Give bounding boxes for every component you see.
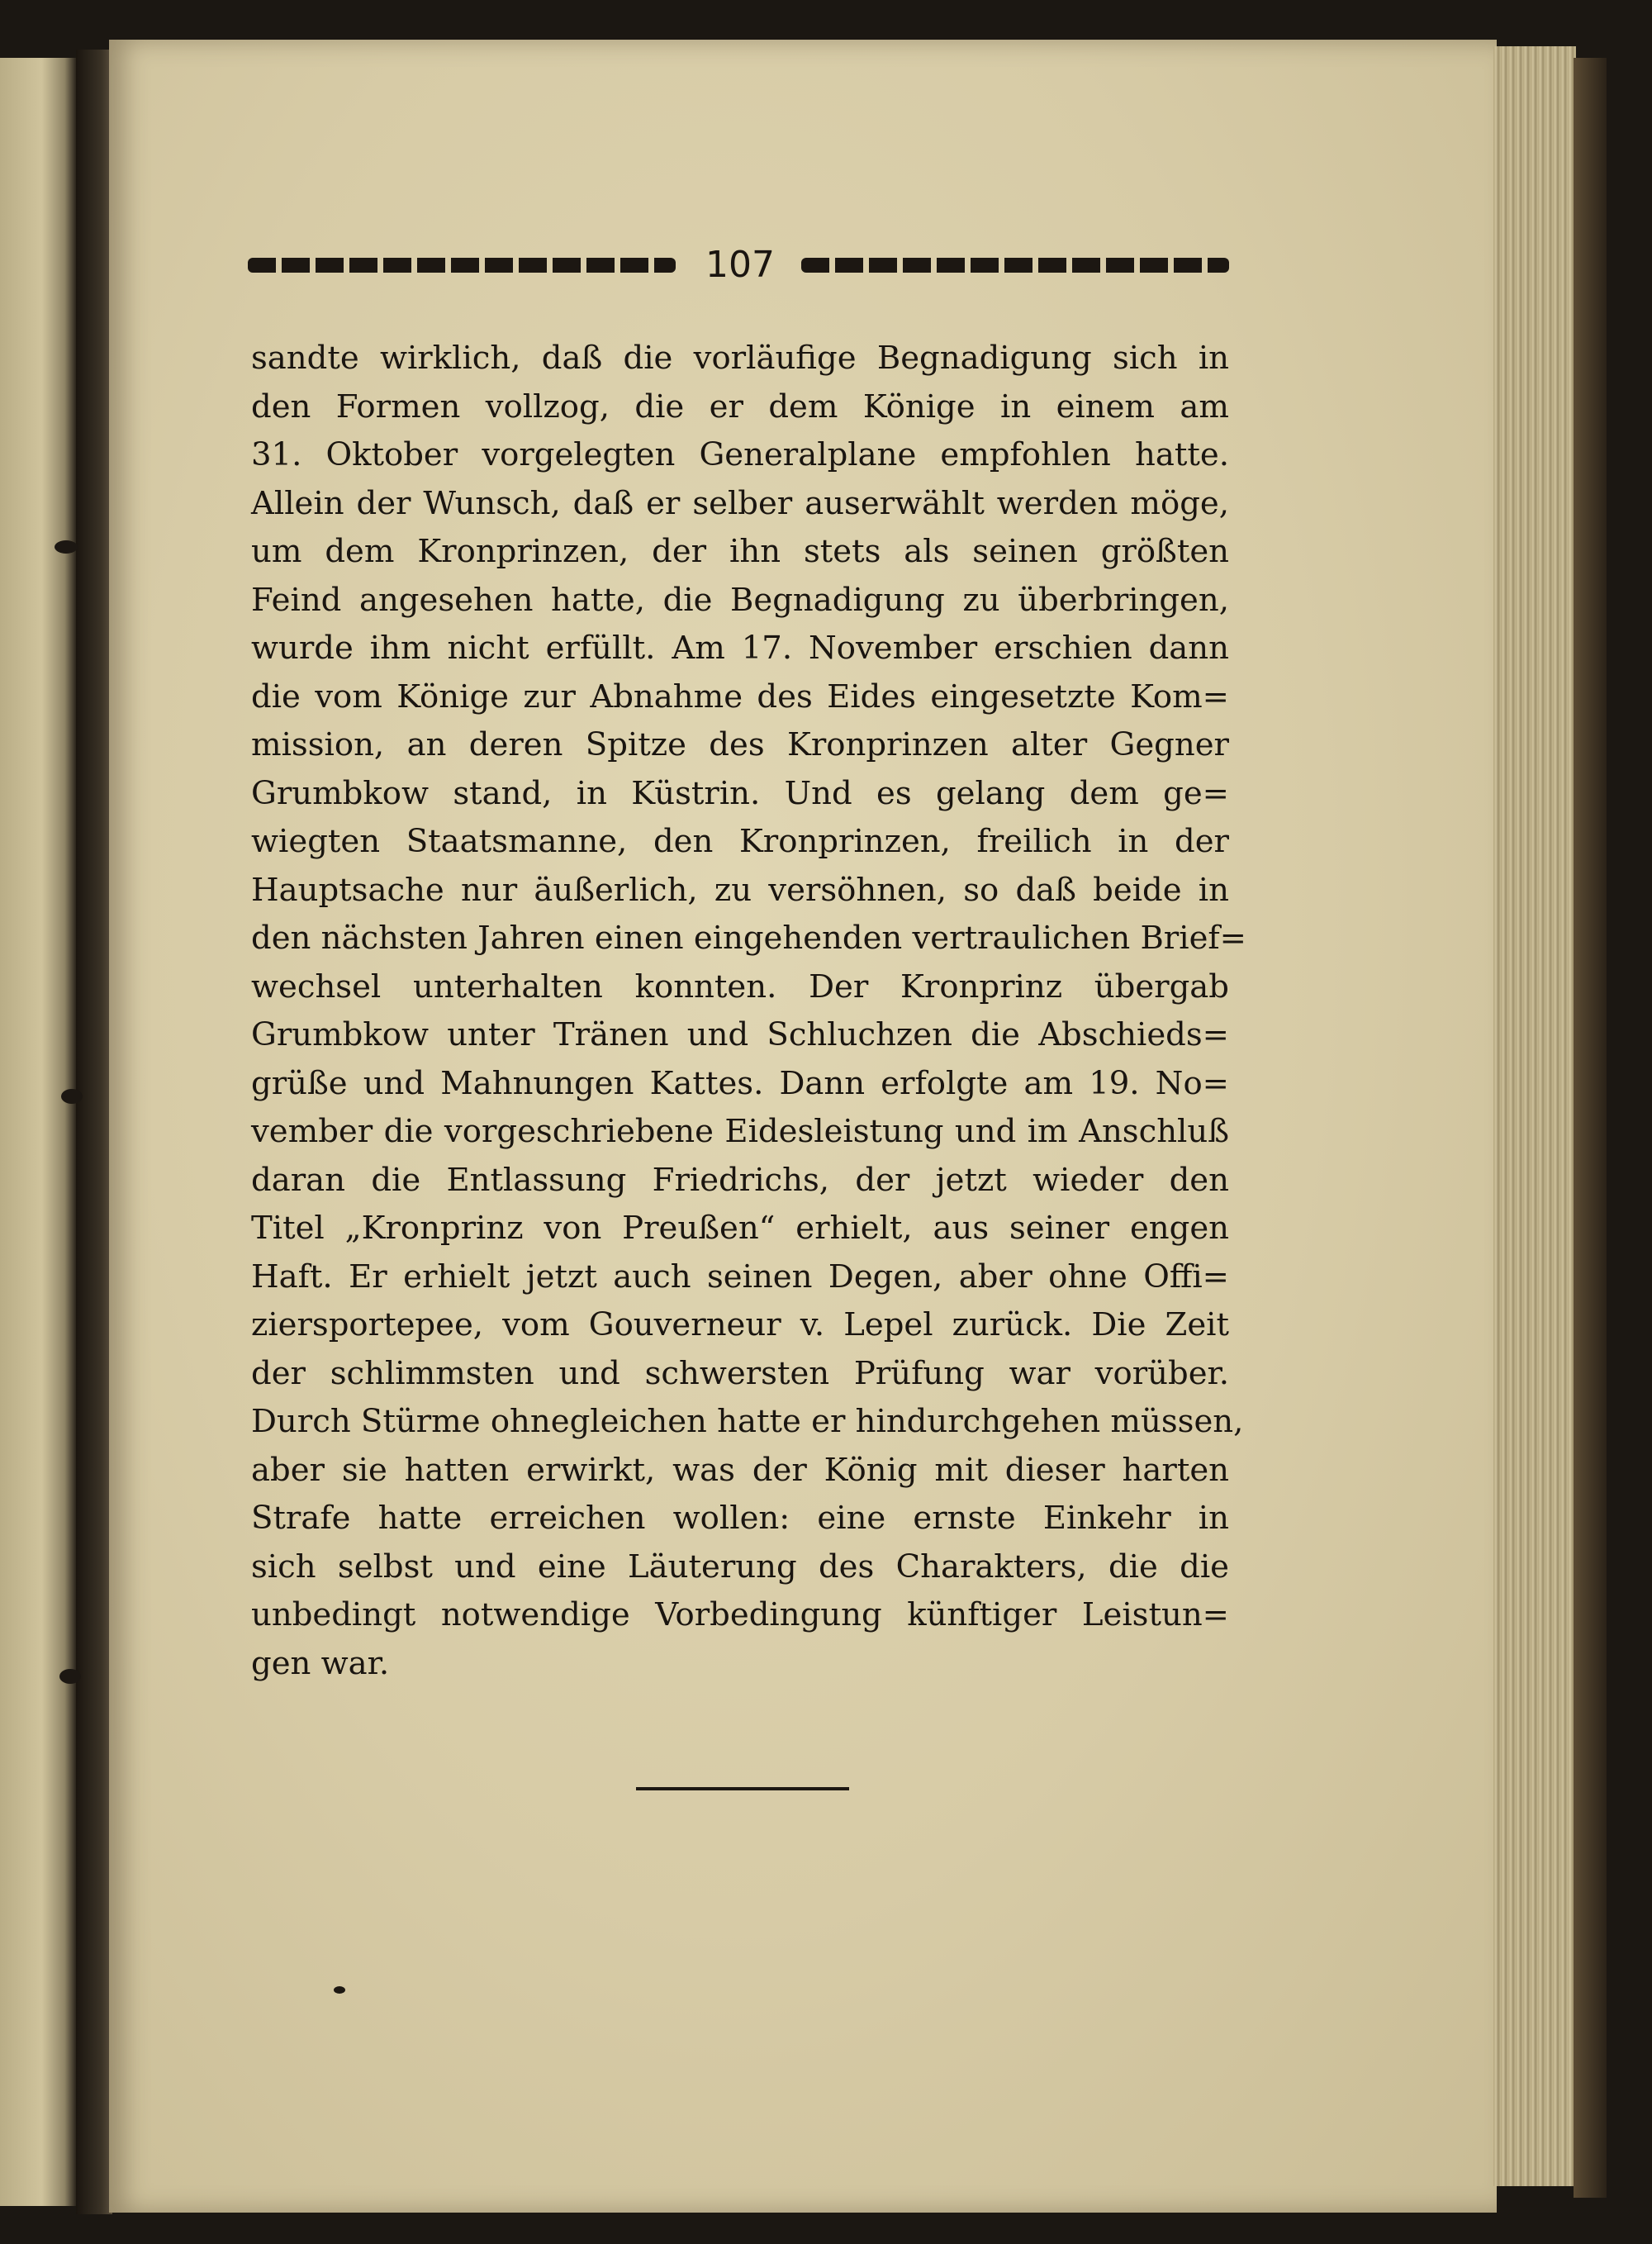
text-line: Grumbkow stand, in Küstrin. Und es gelang dem ge= [251,774,1229,812]
text-line: sich selbst und eine Läuterung des Charakters, die die [251,1548,1229,1586]
page-header [248,241,1229,289]
text-line: den nächsten Jahren einen eingehenden vertraulichen Brief= [251,920,1247,957]
text-line: wechsel unterhalten konnten. Der Kronprinz übergab [251,967,1229,1006]
text-line: wiegten Staatsmanne, den Kronprinzen, freilich in der [251,823,1229,860]
text-line: daran die Entlassung Friedrichs, der jetzt wieder den [251,1161,1229,1199]
binding-mark [55,540,78,554]
book-gutter [76,50,112,2214]
text-line: Allein der Wunsch, daß er selber auserwählt werden möge, [251,484,1229,522]
ink-speck [334,1986,345,1994]
text-line: vember die vorgeschriebene Eidesleistung und im Anschluß [251,1113,1229,1150]
text-line: 31. Oktober vorgelegten Generalplane empfohlen hatte. [251,436,1229,473]
body-text [251,335,1247,1688]
text-line: gen war. [251,1644,390,1682]
text-line: Hauptsache nur äußerlich, zu versöhnen, so daß beide in [251,871,1229,909]
text-line: mission, an deren Spitze des Kronprinzen alter Gegner [251,726,1229,763]
text-line: Grumbkow unter Tränen und Schluchzen die Abschieds= [251,1016,1229,1053]
text-line: sandte wirklich, daß die vorläufige Begnadigung sich in [251,340,1229,377]
left-page-edge [0,58,76,2206]
book-cover-edge [1574,58,1607,2198]
binding-mark [61,1089,83,1104]
text-line: grüße und Mahnungen Kattes. Dann erfolgte am 19. No= [251,1064,1229,1102]
text-line: ziersportepee, vom Gouverneur v. Lepel zurück. Die Zeit [251,1306,1229,1343]
text-line: den Formen vollzog, die er dem Könige in einem am [251,387,1229,426]
text-line: um dem Kronprinzen, der ihn stets als seinen größten [251,533,1229,570]
text-line: unbedingt notwendige Vorbedingung künftiger Leistun= [251,1596,1229,1633]
text-line: Durch Stürme ohnegleichen hatte er hindurchgehen müssen, [251,1403,1244,1440]
text-line: Feind angesehen hatte, die Begnadigung zu überbringen, [251,581,1229,619]
binding-mark [59,1669,81,1684]
section-end-rule [636,1787,849,1790]
text-line: die vom Könige zur Abnahme des Eides eingesetzte Kom= [251,677,1229,716]
text-line: Haft. Er erhielt jetzt auch seinen Degen, aber ohne Offi= [251,1257,1229,1296]
page-edges [1493,46,1576,2186]
text-line: wurde ihm nicht erfüllt. Am 17. November erschien dann [251,630,1229,667]
text-line: der schlimmsten und schwersten Prüfung war vorüber. [251,1354,1229,1392]
text-line: Strafe hatte erreichen wollen: eine ernste Einkehr in [251,1500,1229,1537]
header-ornament-left [248,258,676,273]
header-ornament-right [801,258,1229,273]
page-number: 107 [705,244,775,286]
text-line: Titel „Kronprinz von Preußen“ erhielt, aus seiner engen [251,1210,1229,1247]
text-line: aber sie hatten erwirkt, was der König mit dieser harten [251,1451,1229,1489]
